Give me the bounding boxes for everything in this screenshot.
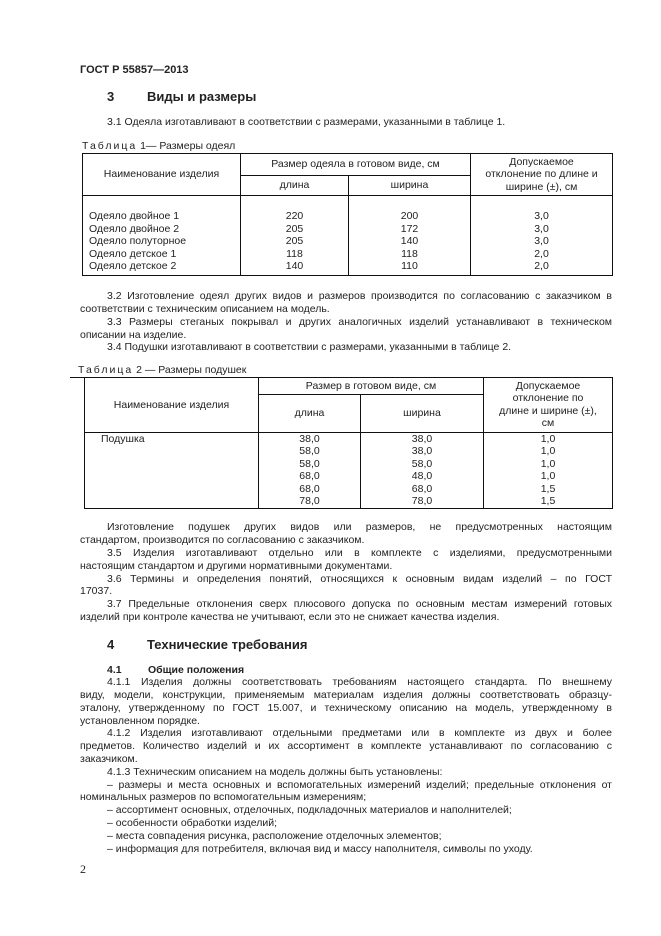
header-width: ширина	[361, 394, 484, 432]
header-deviation: Допускаемое отклонение по длине и ширине (±), см	[484, 378, 613, 432]
header-size: Размер одеяла в готовом виде, см	[241, 154, 471, 176]
paragraph-3-6-line2: 17037.	[80, 585, 113, 597]
section-3-number: 3	[107, 89, 115, 104]
paragraph-4-1-1-line3: эталону, утвержденному по ГОСТ 15.007, и техническому описанию на модель, утвержденному в	[80, 702, 612, 714]
paragraph-4-1-2-line2: предметов. Количество изделий и их ассортимент в комплекте устанавливают по согласованию с	[80, 740, 612, 752]
paragraph-pillows-line2: стандартом, производится по согласованию с заказчиком.	[80, 534, 365, 546]
header-size: Размер в готовом виде, см	[259, 378, 484, 394]
width-col: 38,0 38,0 58,0 48,0 68,0 78,0	[361, 432, 484, 508]
page-number: 2	[80, 862, 86, 876]
paragraph-3-2-line2: соответствии с техническим описанием на модель.	[80, 303, 330, 315]
paragraph-3-7-line2: изделий при контроле качества не учитывают, если это не снижает качества изделия.	[80, 611, 500, 623]
header-name: Наименование изделия	[85, 378, 259, 432]
section-3-title: Виды и размеры	[147, 89, 257, 104]
paragraph-3-2-line1: 3.2 Изготовление одеял других видов и размеров производится по согласованию с заказчиком в	[107, 290, 612, 302]
paragraph-3-3-line1: 3.3 Размеры стеганых покрывал и других аналогичных изделий устанавливают в техническом	[107, 316, 612, 328]
list-item: – информация для потребителя, включая вид и массу наполнителя, символы по уходу.	[107, 843, 533, 855]
names-col: Одеяло двойное 1 Одеяло двойное 2 Одеяло полуторное Одеяло детское 1 Одеяло детское 2	[83, 196, 241, 276]
deviation-col: 3,0 3,0 3,0 2,0 2,0	[471, 196, 613, 276]
length-col: 220 205 205 118 140	[241, 196, 349, 276]
header-length: длина	[259, 394, 361, 432]
paragraph-3-5-line2: настоящим стандартом и другими нормативными документами.	[80, 560, 393, 572]
width-col: 200 172 140 118 110	[349, 196, 471, 276]
paragraph-3-1: 3.1 Одеяла изготавливают в соответствии с размерами, указанными в таблице 1.	[107, 116, 506, 128]
paragraph-3-4: 3.4 Подушки изготавливают в соответствии с размерами, указанными в таблице 2.	[107, 341, 512, 353]
subsection-4-1-number: 4.1	[107, 664, 122, 676]
list-item: – места совпадения рисунка, расположение отделочных элементов;	[107, 830, 442, 842]
paragraph-4-1-2-line3: заказчиком.	[80, 753, 138, 765]
paragraph-4-1-2-line1: 4.1.2 Изделия изготавливают отдельными предметами или в комплекте из двух и более	[107, 727, 612, 739]
header-deviation: Допускаемое отклонение по длине и ширине (±), см	[471, 154, 613, 196]
paragraph-3-3-line2: описании на изделие.	[80, 329, 187, 341]
paragraph-4-1-1-line1: 4.1.1 Изделия должны соответствовать требованиям настоящего стандарта. По внешнему	[107, 676, 612, 688]
section-4-title: Технические требования	[147, 637, 308, 652]
caption-text: 1— Размеры одеял	[140, 140, 236, 152]
deviation-col: 1,0 1,0 1,0 1,0 1,5 1,5	[484, 432, 613, 508]
paragraph-pillows-line1: Изготовление подушек других видов или размеров, не предусмотренных настоящим	[107, 521, 612, 533]
table-2-caption	[78, 364, 246, 376]
caption-label: Таблица	[78, 364, 134, 376]
table-2	[84, 378, 613, 509]
paragraph-4-1-1-line4: установленном порядке.	[80, 715, 200, 727]
header-length: длина	[241, 176, 349, 196]
list-item: – размеры и места основных и вспомогательных измерений изделий; предельные отклонения от	[107, 779, 612, 791]
list-item: – особенности обработки изделий;	[107, 817, 277, 829]
length-col: 38,0 58,0 58,0 68,0 68,0 78,0	[259, 432, 361, 508]
product-name: Подушка	[85, 432, 259, 508]
paragraph-3-7-line1: 3.7 Предельные отклонения сверх плюсового допуска по основным местам измерений готовых	[107, 598, 612, 610]
paragraph-3-6-line1: 3.6 Термины и определения понятий, относящихся к основным видам изделий – по ГОСТ	[107, 573, 612, 585]
caption-label: Таблица	[82, 140, 138, 152]
table-1-body	[83, 196, 613, 276]
paragraph-4-1-3: 4.1.3 Техническим описанием на модель должны быть установлены:	[107, 766, 443, 778]
paragraph-3-5-line1: 3.5 Изделия изготавливают отдельно или в комплекте с изделиями, предусмотренными	[107, 547, 612, 559]
table-1-caption	[82, 140, 235, 152]
paragraph-4-1-1-line2: виду, модели, конструкции, применяемым материалам изделия должны соответствовать образцу-	[80, 689, 612, 701]
list-item-continuation: номинальных размеров по вспомогательным измерениям;	[80, 791, 367, 803]
table-2-body	[85, 432, 613, 508]
header-width: ширина	[349, 176, 471, 196]
header-name: Наименование изделия	[83, 154, 241, 196]
list-item: – ассортимент основных, отделочных, подкладочных материалов и наполнителей;	[107, 804, 512, 816]
document-header: ГОСТ Р 55857—2013	[80, 64, 189, 76]
section-4-number: 4	[107, 637, 115, 652]
table-1	[82, 153, 613, 276]
caption-text: 2 — Размеры подушек	[136, 364, 247, 376]
subsection-4-1-title: Общие положения	[148, 664, 245, 676]
